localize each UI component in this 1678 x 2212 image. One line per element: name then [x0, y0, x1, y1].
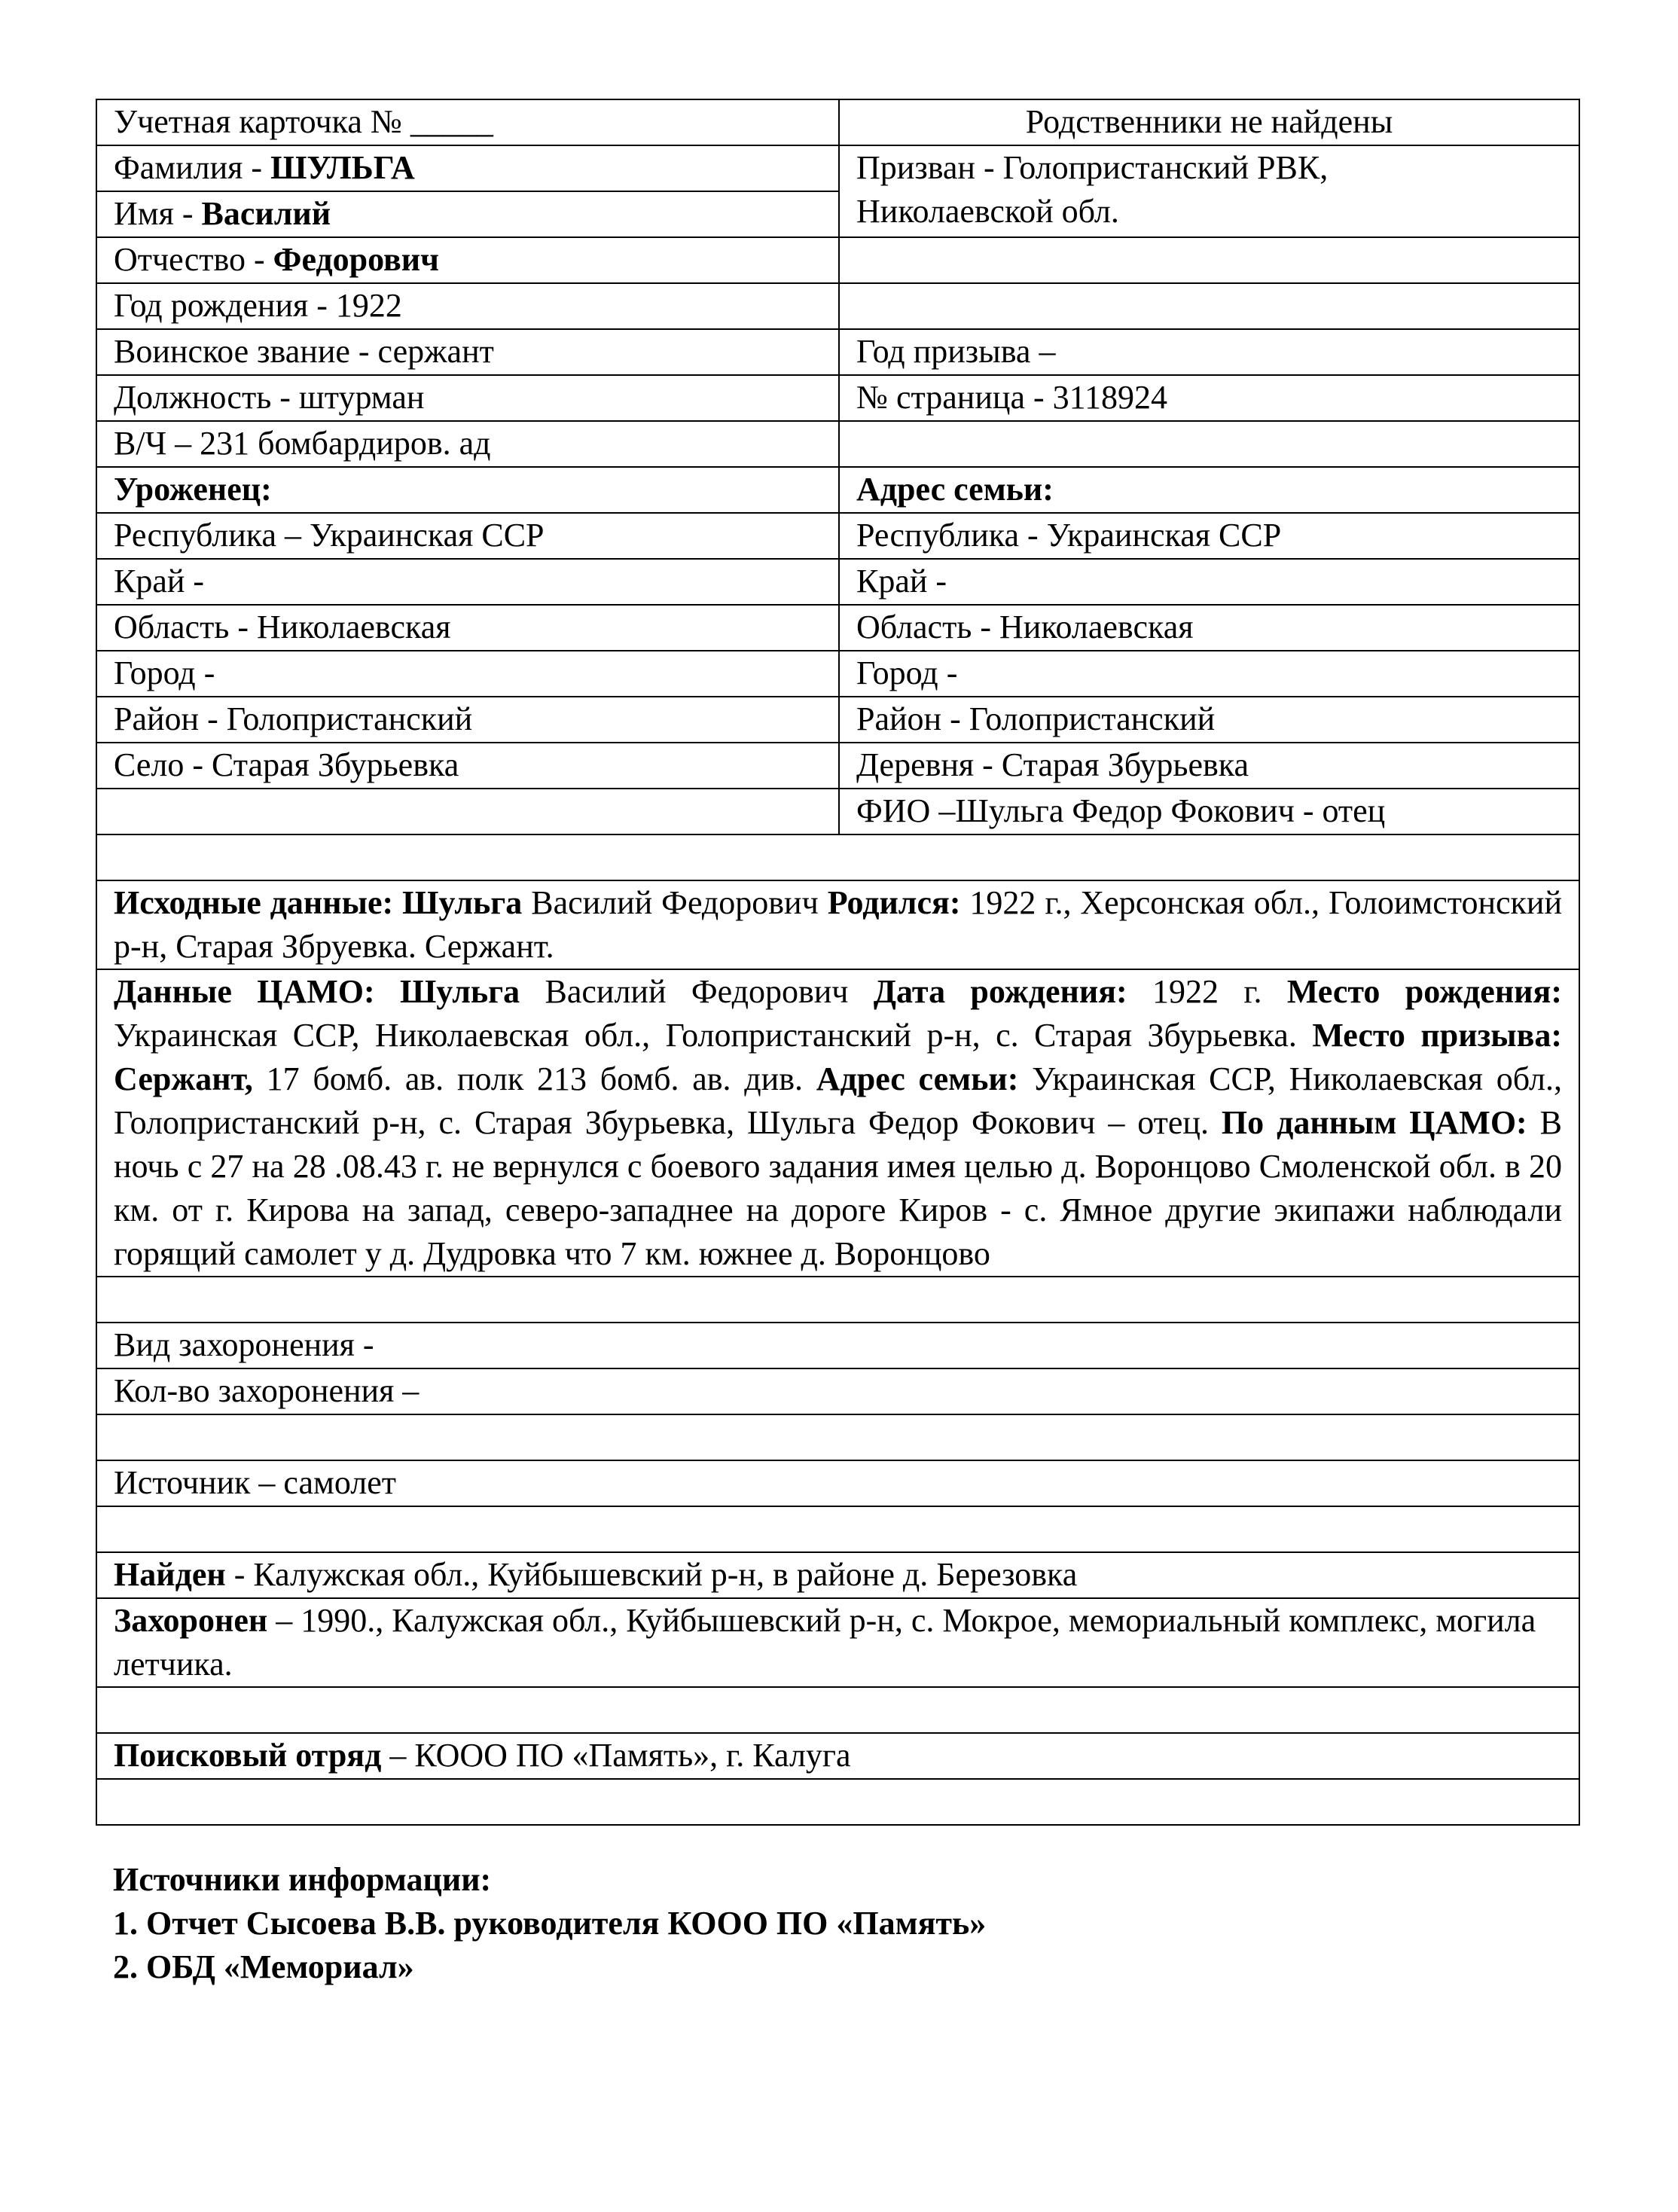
family-republic: Республика - Украинская ССР	[839, 513, 1579, 559]
surname-value: ШУЛЬГА	[270, 149, 415, 186]
tsamo-by-label: По данным ЦАМО:	[1221, 1104, 1527, 1141]
initial-born-text: 1922 г., Херсонская обл., Голоимстонский р-н, Старая Збруевка. Сержант.	[114, 884, 1563, 965]
tsamo-surname: Шульга	[399, 973, 520, 1010]
native-district: Район - Голопристанский	[96, 697, 839, 743]
military-rank: Воинское звание - сержант	[96, 329, 839, 375]
empty-cell	[96, 789, 839, 834]
patronymic-label: Отчество -	[114, 241, 273, 278]
native-city: Город -	[96, 651, 839, 697]
empty-cell	[839, 283, 1579, 329]
drafted-line-1: Призван - Голопристанский РВК,	[856, 149, 1329, 186]
buried-cell	[96, 1598, 1579, 1687]
surname-cell	[96, 145, 839, 191]
source-item-1: 1. Отчет Сысоева В.В. руководителя КООО ПО «Память»	[113, 1905, 987, 1942]
found-cell	[96, 1552, 1579, 1598]
sources-section	[113, 1858, 986, 1989]
surname-label: Фамилия -	[114, 149, 271, 186]
empty-row	[96, 834, 1579, 880]
burial-count: Кол-во захоронения –	[96, 1368, 1579, 1414]
tsamo-draft-label: Место призыва: Сержант,	[114, 1017, 1563, 1097]
tsamo-pob-label: Место рождения:	[1286, 973, 1562, 1010]
found-text: - Калужская обл., Куйбышевский р-н, в районе д. Березовка	[225, 1556, 1078, 1593]
search-team-label: Поисковый отряд	[114, 1737, 382, 1774]
family-village: Деревня - Старая Збурьевка	[839, 743, 1579, 789]
source: Источник – самолет	[96, 1460, 1579, 1506]
card-number-label: Учетная карточка №	[114, 103, 402, 140]
initial-data-cell	[96, 880, 1579, 969]
tsamo-name: Василий Федорович	[520, 973, 874, 1010]
empty-row	[96, 1414, 1579, 1460]
search-team-cell	[96, 1733, 1579, 1779]
search-team-text: – КООО ПО «Память», г. Калуга	[381, 1737, 851, 1774]
buried-text: – 1990., Калужская обл., Куйбышевский р-н, с. Мокрое, мемориальный комплекс, могила летчика.	[114, 1602, 1536, 1683]
tsamo-family: Украинская ССР, Николаевская обл., Голопристанский р-н, с. Старая Збурьевка, Шульга Федор Фокович – отец.	[114, 1060, 1562, 1141]
initial-born-label: Родился:	[827, 884, 961, 921]
drafted-cell	[839, 145, 1579, 237]
name-value: Василий	[201, 195, 331, 232]
initial-data-label: Исходные данные:	[114, 884, 394, 921]
family-krai: Край -	[839, 559, 1579, 605]
tsamo-pob: Украинская ССР, Николаевская обл., Голопристанский р-н, с. Старая Збурьевка.	[114, 1017, 1313, 1054]
native-heading: Уроженец:	[96, 467, 839, 513]
initial-name: Василий Федорович	[522, 884, 828, 921]
family-fio: ФИО –Шульга Федор Фокович - отец	[839, 789, 1579, 834]
native-krai: Край -	[96, 559, 839, 605]
empty-cell	[839, 237, 1579, 283]
tsamo-family-label: Адрес семьи:	[816, 1060, 1019, 1097]
birth-year: Год рождения - 1922	[96, 283, 839, 329]
tsamo-label: Данные ЦАМО:	[114, 973, 375, 1010]
tsamo-by: В ночь с 27 на 28 .08.43 г. не вернулся с боевого задания имея целью д. Воронцово Смоленской обл. в 20 км. от г. Кирова на запад, северо-западнее на дороге Киров - с. Ямное другие экипажи наблюдали горящий самолет у д. Дудровка что 7 км. южнее д. Воронцово	[114, 1104, 1562, 1272]
card-number-blank: _____	[410, 103, 493, 140]
empty-row	[96, 1506, 1579, 1552]
page-number: № страница - 3118924	[839, 375, 1579, 421]
family-heading: Адрес семьи:	[839, 467, 1579, 513]
tsamo-dob: 1922 г.	[1127, 973, 1287, 1010]
tsamo-data-cell	[96, 969, 1579, 1277]
sources-heading: Источники информации:	[113, 1861, 492, 1898]
card-header-row	[96, 99, 1579, 145]
position: Должность - штурман	[96, 375, 839, 421]
name-cell	[96, 191, 839, 237]
family-city: Город -	[839, 651, 1579, 697]
family-district: Район - Голопристанский	[839, 697, 1579, 743]
family-oblast: Область - Николаевская	[839, 605, 1579, 651]
tsamo-draft: 17 бомб. ав. полк 213 бомб. ав. див.	[252, 1060, 816, 1097]
buried-label: Захоронен	[114, 1602, 268, 1639]
drafted-line-2: Николаевской обл.	[856, 193, 1119, 230]
military-unit: В/Ч – 231 бомбардиров. ад	[96, 421, 839, 467]
found-label: Найден	[114, 1556, 226, 1593]
empty-row	[96, 1687, 1579, 1733]
native-republic: Республика – Украинская ССР	[96, 513, 839, 559]
draft-year: Год призыва –	[839, 329, 1579, 375]
initial-surname: Шульга	[402, 884, 523, 921]
relatives-status: Родственники не найдены	[839, 99, 1579, 145]
card-number-cell	[96, 99, 839, 145]
record-card-table	[96, 99, 1580, 1826]
tsamo-dob-label: Дата рождения:	[873, 973, 1127, 1010]
burial-type: Вид захоронения -	[96, 1323, 1579, 1368]
patronymic-value: Федорович	[273, 241, 439, 278]
native-oblast: Область - Николаевская	[96, 605, 839, 651]
patronymic-cell	[96, 237, 839, 283]
empty-row	[96, 1277, 1579, 1323]
source-item-2: 2. ОБД «Мемориал»	[113, 1948, 414, 1985]
name-label: Имя -	[114, 195, 202, 232]
native-village: Село - Старая Збурьевка	[96, 743, 839, 789]
empty-row	[96, 1779, 1579, 1825]
empty-cell	[839, 421, 1579, 467]
